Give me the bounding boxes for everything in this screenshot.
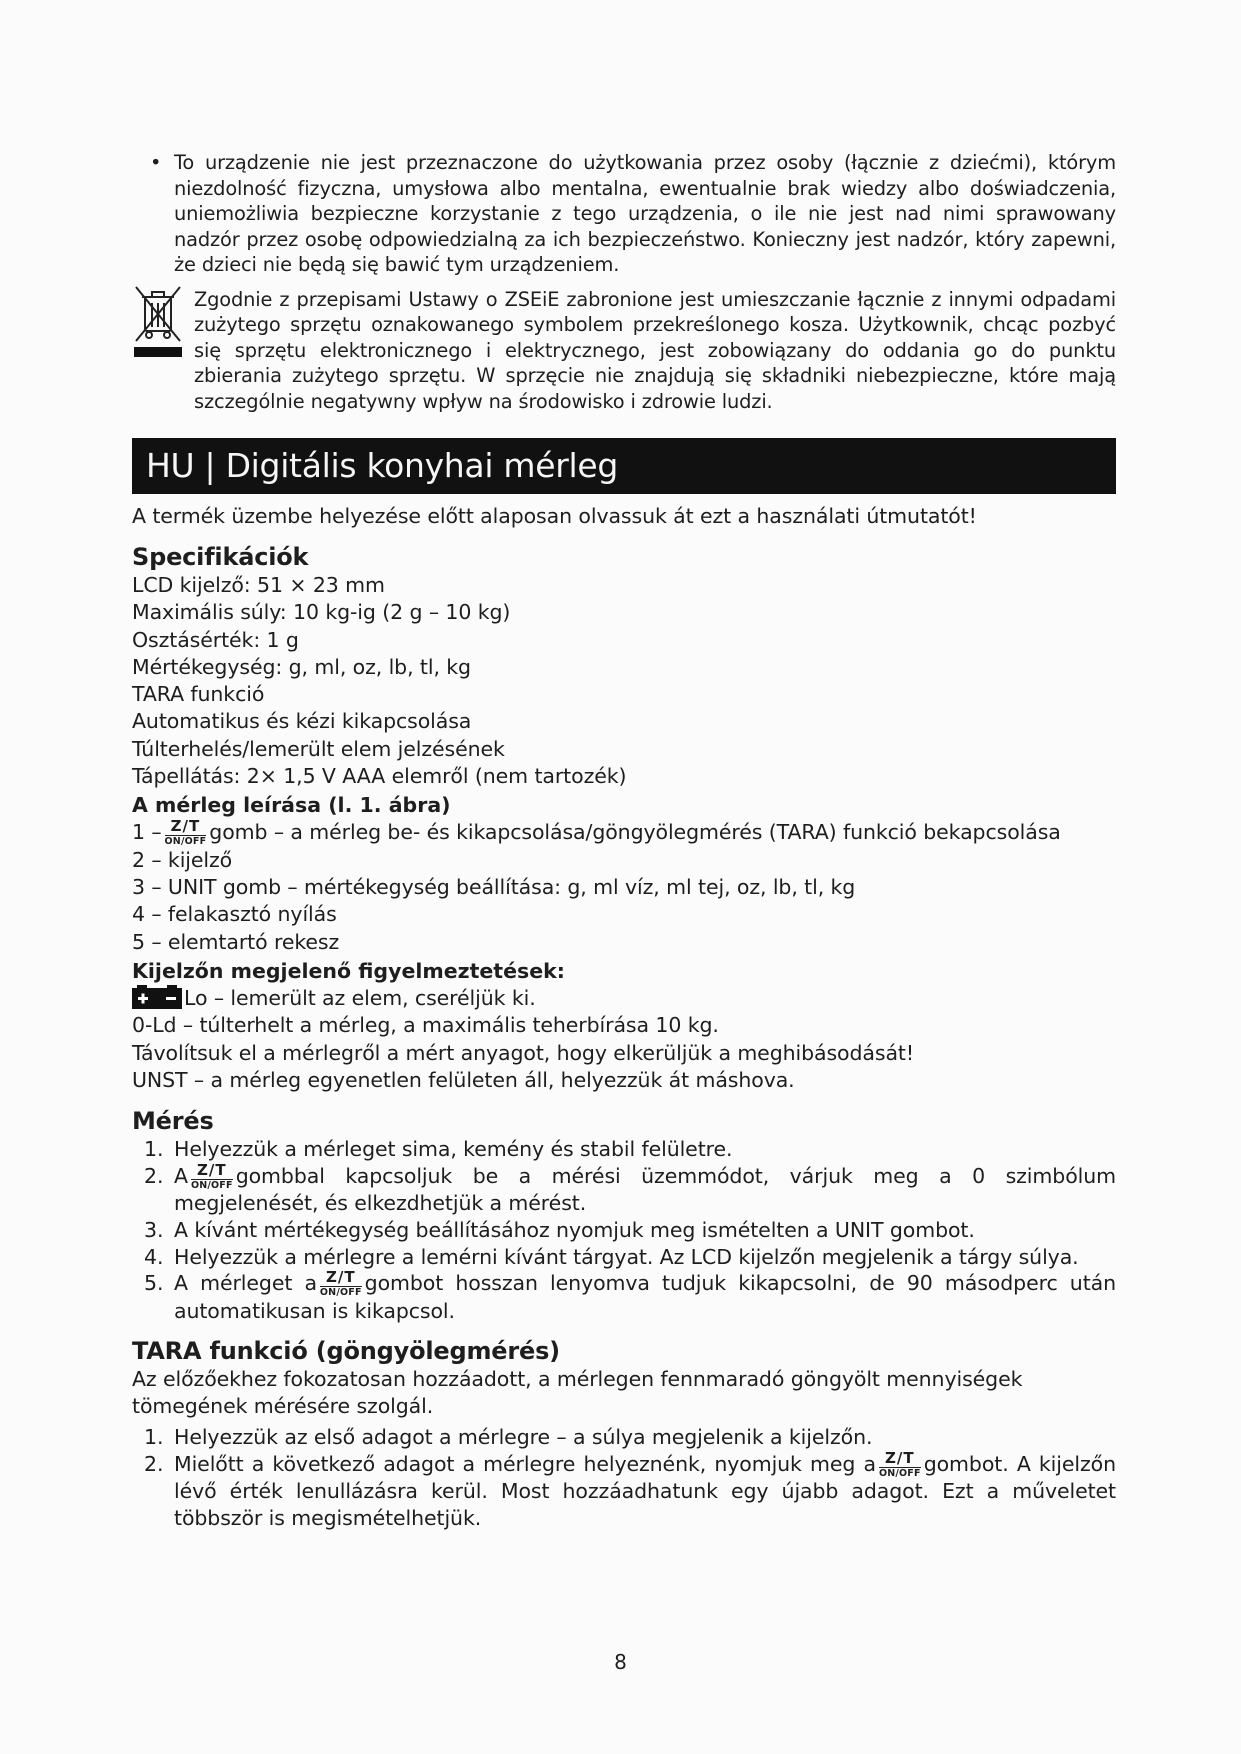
spec-list bbox=[132, 572, 1116, 790]
description-item: 3 – UNIT gomb – mértékegység beállítása: g, ml víz, ml tej, oz, lb, tl, kg bbox=[132, 875, 856, 900]
list-item: 4. Helyezzük a mérlegre a lemérni kívánt tárgyat. Az LCD kijelzőn megjelenik a tárgy súlya. bbox=[144, 1244, 1079, 1269]
spec-item: Osztásérték: 1 g bbox=[132, 627, 299, 652]
safety-bullet bbox=[132, 150, 1116, 278]
description-item: 4 – felakasztó nyílás bbox=[132, 902, 337, 927]
description-item: 2 – kijelző bbox=[132, 847, 233, 872]
warning-item: 0-Ld – túlterhelt a mérleg, a maximális teherbírása 10 kg. bbox=[132, 1013, 719, 1038]
tara-steps bbox=[132, 1424, 1116, 1531]
bullet-dot: • bbox=[150, 151, 162, 174]
zt-onoff-button-symbol: Z/T ON/OFF bbox=[164, 817, 207, 848]
tara-heading: TARA funkció (göngyölegmérés) bbox=[132, 1337, 560, 1366]
safety-text: To urządzenie nie jest przeznaczone do użytkowania przez osoby (łącznie z dziećmi), którym niezdolność fizyczna, umysłowa albo mentalna, ewentualnie brak wiedzy albo doświadczenia, uniemożliwia bezpieczne korzystanie z tego urządzenia, o ile nie jest nad nimi sprawowany nadzór przez osobę odpowiedzialną za ich bezpieczeństwo. Konieczny jest nadzór, który zapewni, że dzieci nie będą się bawić tym urządzeniem. bbox=[174, 151, 1116, 276]
zt-onoff-button-symbol: Z/T ON/OFF bbox=[190, 1160, 233, 1191]
spec-heading: Specifikációk bbox=[132, 543, 309, 571]
zt-onoff-button-symbol: Z/T ON/OFF bbox=[319, 1268, 362, 1299]
page-number: 8 bbox=[614, 1650, 627, 1674]
list-item: 5. A mérleget a Z/T ON/OFF gombot hosszan lenyomva tudjuk kikapcsolni, de 90 másodperc után automatikusan is kikapcsol. bbox=[144, 1268, 1116, 1323]
spec-item: Túlterhelés/lemerült elem jelzésének bbox=[132, 736, 505, 761]
measure-heading: Mérés bbox=[132, 1107, 214, 1136]
section-title: HU | Digitális konyhai mérleg bbox=[132, 438, 1116, 494]
warning-text: Lo – lemerült az elem, cseréljük ki. bbox=[184, 986, 536, 1011]
list-item: 3. A kívánt mértékegység beállításához nyomjuk meg ismételten a UNIT gombot. bbox=[144, 1217, 975, 1242]
list-item: 2. Mielőtt a következő adagot a mérlegre helyeznénk, nyomjuk meg a Z/T ON/OFF gombot. A kijelzőn lévő érték lenullázásra kerül. Most hozzáadhatunk egy újabb adagot. Ezt a műveletet többször is megismételhetjük. bbox=[144, 1448, 1116, 1530]
measure-steps bbox=[132, 1136, 1116, 1324]
list-item: 2. A Z/T ON/OFF gombbal kapcsoljuk be a mérési üzemmódot, várjuk meg a 0 szimbólum megjelenését, és elkezdhetjük a mérést. bbox=[144, 1160, 1116, 1216]
spec-item: TARA funkció bbox=[132, 682, 265, 707]
spec-item: Mértékegység: g, ml, oz, lb, tl, kg bbox=[132, 654, 471, 679]
tara-intro: Az előzőekhez fokozatosan hozzáadott, a mérlegen fennmaradó göngyölt mennyiségek tömegének mérésére szolgál. bbox=[132, 1367, 1023, 1419]
spec-item: Tápellátás: 2× 1,5 V AAA elemről (nem tartozék) bbox=[132, 764, 627, 789]
weee-text: Zgodnie z przepisami Ustawy o ZSEiE zabronione jest umieszczanie łącznie z innymi odpadami zużytego sprzętu oznakowanego symbolem przekreślonego kosza. Użytkownik, chcąc pozbyć się sprzętu elektronicznego i elektrycznego, jest zobowiązany do oddania go do punktu zbierania zużytego sprzętu. W sprzęcie nie znajdują się składniki niebezpieczne, które mają szczególnie negatywny wpływ na środowisko i zdrowie ludzi. bbox=[194, 287, 1116, 413]
list-item: 1. Helyezzük az első adagot a mérlegre – a súlya megjelenik a kijelzőn. bbox=[144, 1425, 873, 1450]
description-item: 5 – elemtartó rekesz bbox=[132, 929, 340, 954]
spec-item: Maximális súly: 10 kg-ig (2 g – 10 kg) bbox=[132, 600, 511, 625]
warnings-list bbox=[132, 985, 1116, 1094]
description-item-1 bbox=[132, 819, 1116, 847]
description-prefix: 1 – bbox=[132, 820, 162, 845]
manual-page bbox=[132, 150, 1116, 1532]
zt-onoff-button-symbol: Z/T ON/OFF bbox=[878, 1448, 921, 1479]
intro-text: A termék üzembe helyezése előtt alaposan olvassuk át ezt a használati útmutatót! bbox=[132, 504, 977, 528]
warnings-heading: Kijelzőn megjelenő figyelmeztetések: bbox=[132, 959, 565, 984]
description-text: gomb – a mérleg be- és kikapcsolása/göngyölegmérés (TARA) funkció bekapcsolása bbox=[209, 820, 1061, 845]
description-list bbox=[132, 819, 1116, 956]
weee-paragraph bbox=[132, 287, 1116, 415]
battery-icon bbox=[132, 985, 182, 1009]
spec-item: Automatikus és kézi kikapcsolása bbox=[132, 709, 472, 734]
crossed-bin-icon bbox=[132, 283, 184, 369]
list-item: 1. Helyezzük a mérleget sima, kemény és stabil felületre. bbox=[144, 1137, 733, 1162]
warning-item: Távolítsuk el a mérlegről a mért anyagot, hogy elkerüljük a meghibásodását! bbox=[132, 1040, 914, 1065]
warning-item: UNST – a mérleg egyenetlen felületen áll, helyezzük át máshova. bbox=[132, 1067, 795, 1092]
description-heading: A mérleg leírása (l. 1. ábra) bbox=[132, 793, 451, 818]
spec-item: LCD kijelző: 51 × 23 mm bbox=[132, 573, 385, 597]
warning-low-battery bbox=[132, 985, 1116, 1012]
